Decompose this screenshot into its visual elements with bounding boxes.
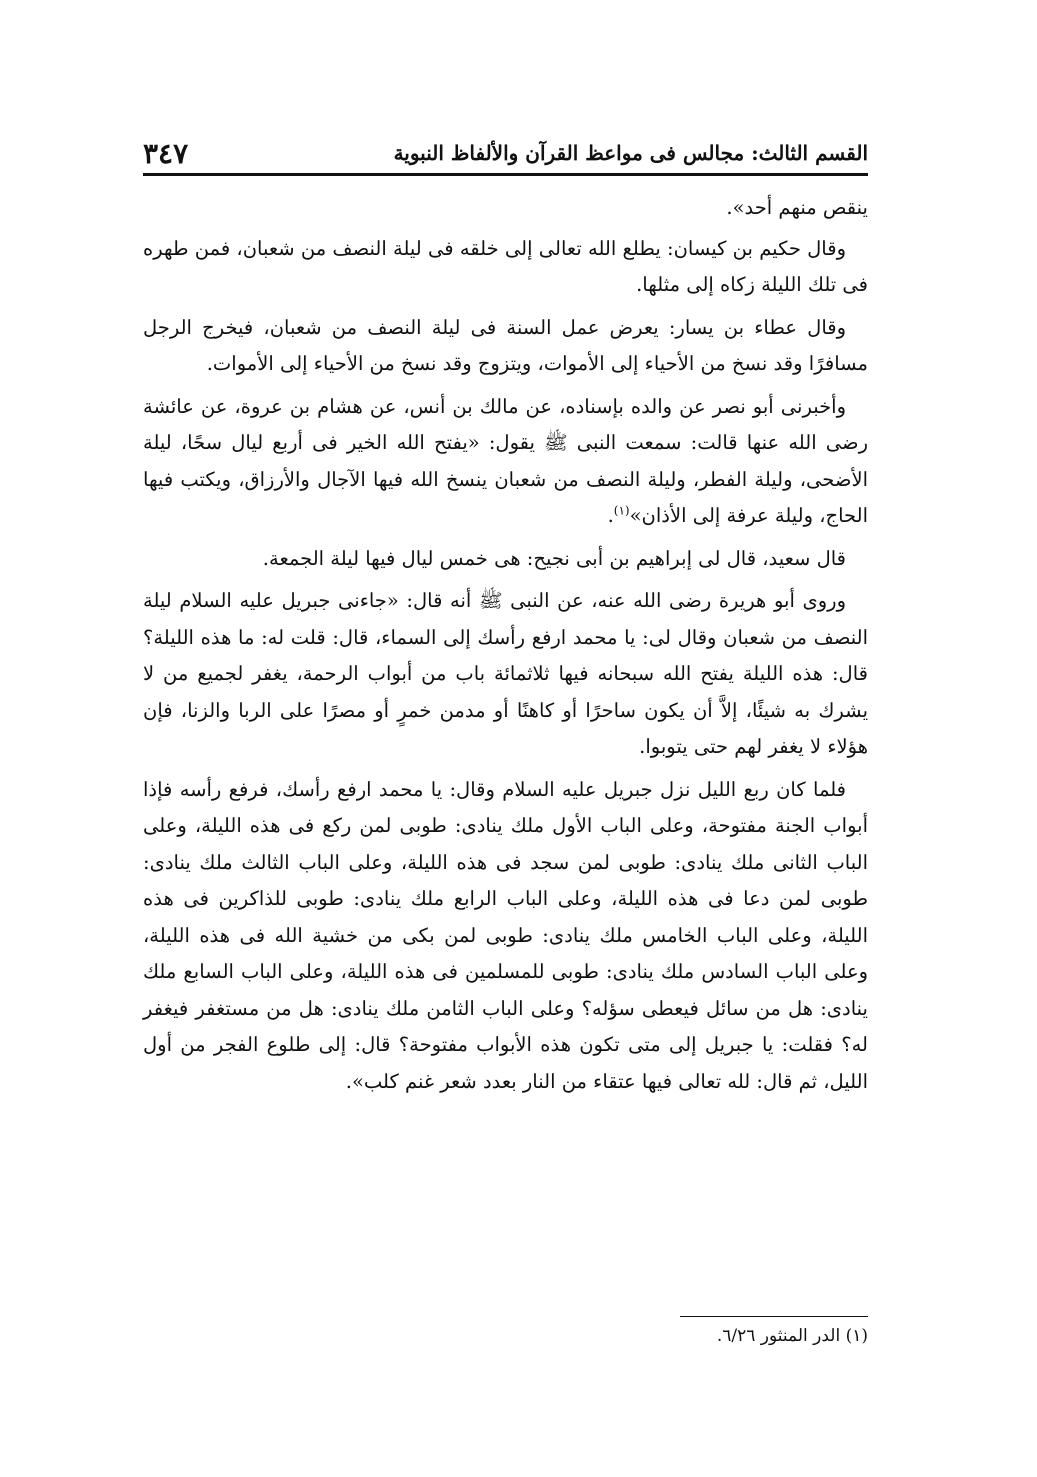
page-header bbox=[143, 127, 868, 175]
paragraph-3: وقال عطاء بن يسار: يعرض عمل السنة فى ليلة النصف من شعبان، فيخرج الرجل مسافرًا وقد نسخ من الأحياء إلى الأموات، ويتزوج وقد نسخ من الأحياء إلى الأموات. bbox=[143, 315, 868, 375]
running-title bbox=[394, 141, 868, 165]
paragraph-7: فلما كان ربع الليل نزل جبريل عليه السلام وقال: يا محمد ارفع رأسك، فرفع رأسه فإذا أبواب الجنة مفتوحة، وعلى الباب الأول ملك ينادى: طوبى لمن ركع فى هذه الليلة، وعلى الباب الثانى ملك ينادى: طوبى لمن سجد فى هذه الليلة، وعلى الباب الثالث ملك ينادى: طوبى لمن دعا فى هذه الليلة، وعلى الباب الرابع ملك ينادى: طوبى للذاكرين فى هذه الليلة، وعلى الباب الخامس ملك ينادى: طوبى لمن بكى من خشية الله فى هذه الليلة، وعلى الباب السادس ملك ينادى: طوبى للمسلمين فى هذه الليلة، وعلى الباب السابع ملك ينادى: هل من سائل فيعطى سؤله؟ وعلى الباب الثامن ملك ينادى: هل من مستغفر فيغفر له؟ فقلت: يا جبريل إلى متى تكون هذه الأبواب مفتوحة؟ قال: إلى طلوع الفجر من أول الليل، ثم قال: لله تعالى فيها عتقاء من النار بعدد شعر غنم كلب». bbox=[143, 777, 868, 1093]
header-divider bbox=[143, 173, 868, 176]
paragraph-6: وروى أبو هريرة رضى الله عنه، عن النبى ﷺ أنه قال: «جاءنى جبريل عليه السلام ليلة النصف من شعبان وقال لى: يا محمد ارفع رأسك إلى السماء، قال: قلت له: ما هذه الليلة؟ قال: هذه الليلة يفتح الله سبحانه فيها ثلاثمائة باب من أبواب الرحمة، يغفر لجميع من لا يشرك به شيئًا، إلاَّ أن يكون ساحرًا أو كاهنًا أو مدمن خمرٍ أو مصرًا على الربا والزنا، فإن هؤلاء لا يغفر لهم حتى يتوبوا. bbox=[143, 589, 868, 758]
book-title: مجالس فى مواعظ القرآن والألفاظ النبوية bbox=[393, 141, 745, 165]
paragraph-5: قال سعيد، قال لى إبراهيم بن أبى نجيح: هى خمس ليال فيها ليلة الجمعة. bbox=[262, 546, 846, 570]
paragraph-4-end: . bbox=[607, 504, 614, 527]
paragraph-1: ينقص منهم أحد». bbox=[726, 196, 868, 219]
main-text bbox=[143, 190, 868, 1106]
paragraph-4-text: وأخبرنى أبو نصر عن والده بإسناده، عن مالك بن أنس، عن هشام بن عروة، عن عائشة رضى الله عنها قالت: سمعت النبى ﷺ يقول: «يفتح الله الخير فى أربع ليال سحًا، ليلة الأضحى، وليلة الفطر، وليلة النصف من شعبان ينسخ الله فيها الآجال والأرزاق، ويكتب فيها الحاج، وليلة عرفة إلى الأذان» bbox=[143, 394, 868, 527]
section-label: القسم الثالث: bbox=[751, 141, 868, 165]
paragraph-2: وقال حكيم بن كيسان: يطلع الله تعالى إلى خلقه فى ليلة النصف من شعبان، فمن طهره فى تلك الليلة زكاه إلى مثلها. bbox=[143, 236, 868, 296]
footnote: (١) الدر المنثور ٦/٢٦. bbox=[716, 1326, 868, 1346]
footnote-reference[interactable]: (١) bbox=[613, 503, 630, 518]
paragraph-4 bbox=[143, 389, 868, 535]
footnote-divider bbox=[680, 1316, 868, 1317]
page-number: ٣٤٧ bbox=[143, 137, 189, 170]
